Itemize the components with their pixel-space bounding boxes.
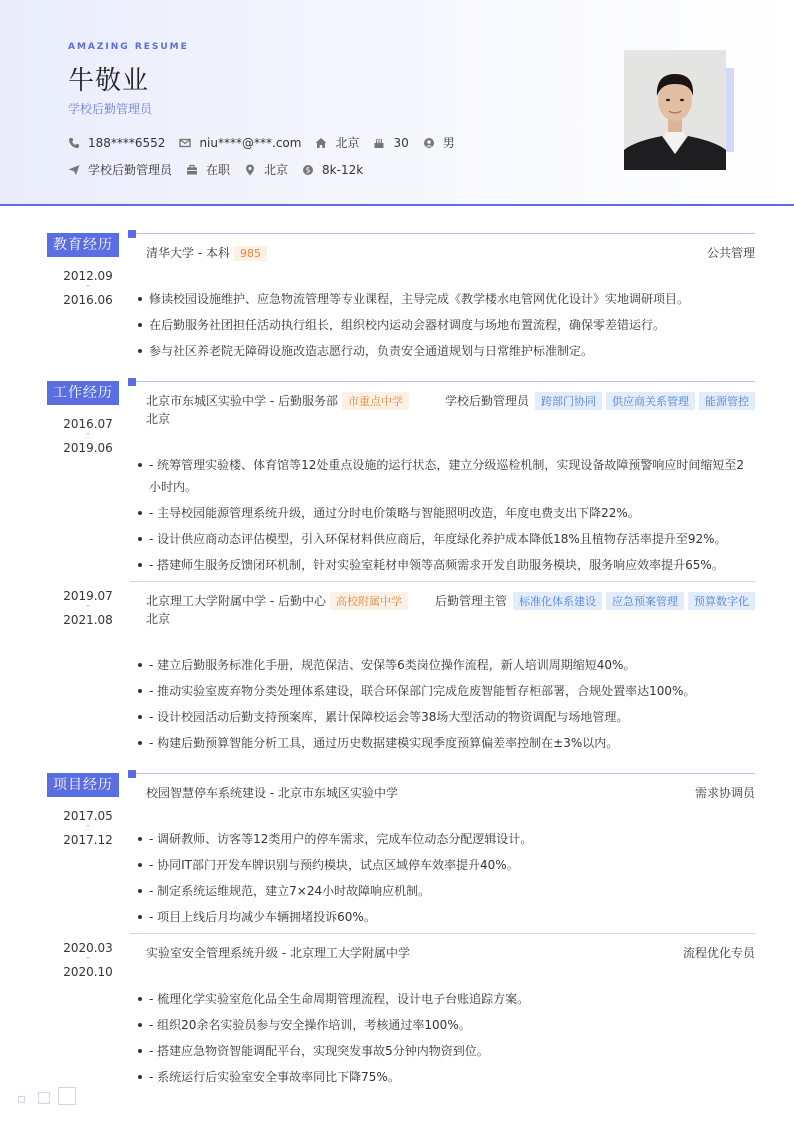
list-item: - 系统运行后实验室安全事故率同比下降75%。 [138,1066,755,1088]
project-date: 2020.03 - 2020.10 [63,941,113,979]
education-org [146,244,267,261]
date-end: 2021.08 [63,613,113,627]
job-role: 后勤管理主管 [434,594,507,608]
list-item: - 搭建师生服务反馈闭环机制，针对实验室耗材申领等高频需求开发自助服务模块，服务响应效率提升65%。 [138,554,755,576]
home-item [315,134,359,151]
list-item: - 构建后勤预算智能分析工具，通过历史数据建模实现季度预算偏差率控制在±3%以内。 [138,732,755,754]
list-item: 参与社区养老院无障碍设施改造志愿行动，负责安全通道规划与日常维护标准制定。 [138,340,755,362]
project-date: 2017.05 - 2017.12 [63,809,113,847]
section-divider [136,233,755,234]
project-role: 需求协调员 [694,786,755,800]
phone-item [68,136,165,150]
entry-divider [130,933,755,934]
email-item [179,136,301,150]
briefcase-icon [186,164,198,176]
school-tag: 985 [234,246,267,261]
section-divider [136,773,755,774]
list-item: - 组织20余名实验员参与安全操作培训，考核通过率100%。 [138,1014,755,1036]
company-tag: 高校附属中学 [330,592,408,610]
phone-icon [68,137,80,149]
project-bullets [138,988,755,1092]
list-item: - 统筹管理实验楼、体育馆等12处重点设施的运行状态，建立分级巡检机制，实现设备故障预警响应时间缩短至2小时内。 [138,454,755,498]
date-end: 2019.06 [63,441,113,455]
work-bullets [138,654,755,758]
work-date: 2019.07 - 2021.08 [63,589,113,627]
date-end: 2016.06 [63,293,113,307]
gender-item [423,134,455,151]
section-divider [136,381,755,382]
date-start: 2012.09 [63,269,113,283]
list-item: - 搭建应急物资智能调配平台，实现突发事故5分钟内物资到位。 [138,1040,755,1062]
section-marker [128,378,136,386]
contact-row [68,134,469,151]
send-icon [68,164,80,176]
project-name: 实验室安全管理系统升级 - 北京理工大学附属中学 [146,946,410,960]
skill-tag: 应急预案管理 [606,592,684,610]
job-role: 学校后勤管理员 [444,394,529,408]
salary-item [302,163,363,177]
list-item: - 设计校园活动后勤支持预案库，累计保障校运会等38场大型活动的物资调配与场地管理。 [138,706,755,728]
work-role-skills [435,592,755,610]
phone-text: 188****6552 [88,135,166,150]
age-text: 30 [393,135,409,150]
project-role: 流程优化专员 [682,946,755,960]
work-org [146,392,409,410]
date-start: 2017.05 [63,809,113,823]
list-item: 修读校园设施维护、应急物流管理等专业课程，主导完成《教学楼水电管网优化设计》实地调研项目。 [138,288,755,310]
date-start: 2019.07 [63,589,113,603]
date-end: 2017.12 [63,833,113,847]
home-icon [315,137,327,149]
date-start: 2016.07 [63,417,113,431]
company-tag: 市重点中学 [342,392,409,410]
section-marker [128,770,136,778]
list-item: - 协同IT部门开发车牌识别与预约模块，试点区域停车效率提升40%。 [138,854,755,876]
gender-icon [423,137,435,149]
list-item: 在后勤服务社团担任活动执行组长，组织校内运动会器材调度与场地布置流程，确保零差错运行。 [138,314,755,336]
status-text: 在职 [206,163,231,177]
cake-icon [373,137,385,149]
skill-tag: 标准化体系建设 [513,592,602,610]
job-intent-row [68,161,377,178]
list-item: - 制定系统运维规范，建立7×24小时故障响应机制。 [138,880,755,902]
intent-position-text: 学校后勤管理员 [88,163,173,177]
date-start: 2020.03 [63,941,113,955]
intent-city-text: 北京 [264,163,289,177]
list-item: - 设计供应商动态评估模型，引入环保材料供应商后，年度绿化养护成本降低18%且植物存活率提升至92%。 [138,528,755,550]
education-date: 2012.09 - 2016.06 [63,269,113,307]
gender-text: 男 [442,136,455,150]
age-item [373,136,408,150]
mail-icon [179,137,191,149]
home-text: 北京 [335,136,360,150]
list-item: - 调研教师、访客等12类用户的停车需求，完成车位动态分配逻辑设计。 [138,828,755,850]
skill-tag: 能源管控 [699,392,755,410]
profile-photo [624,50,726,170]
intent-city-item [244,161,288,178]
work-role-skills [445,392,755,410]
salary-text: 8k-12k [322,162,364,177]
list-item: - 主导校园能源管理系统升级，通过分时电价策略与智能照明改造，年度电费支出下降22%。 [138,502,755,524]
project-name: 校园智慧停车系统建设 - 北京市东城区实验中学 [146,786,398,800]
list-item: - 推动实验室废弃物分类处理体系建设，联合环保部门完成危废智能暂存柜部署，合规处置率达100%。 [138,680,755,702]
intent-position-item [68,161,172,178]
company-name: 北京市东城区实验中学 - 后勤服务部 [146,394,338,408]
location-pin-icon [244,164,256,176]
major: 公共管理 [706,246,755,260]
list-item: - 梳理化学实验室危化品全生命周期管理流程，设计电子台账追踪方案。 [138,988,755,1010]
work-org [146,592,408,610]
candidate-name: 牛敬业 [68,66,150,96]
list-item: - 项目上线后月均减少车辆拥堵投诉60%。 [138,906,755,928]
status-item [186,161,230,178]
school-name: 清华大学 - 本科 [146,246,230,260]
email-text: niu****@***.com [199,135,302,150]
entry-divider [130,581,755,582]
section-label-projects: 项目经历 [47,773,119,797]
education-bullets [138,288,755,366]
date-end: 2020.10 [63,965,113,979]
footer-decoration [38,1092,50,1104]
section-label-work: 工作经历 [47,381,119,405]
list-item: - 建立后勤服务标准化手册，规范保洁、安保等6类岗位操作流程，新人培训周期缩短40%。 [138,654,755,676]
company-name: 北京理工大学附属中学 - 后勤中心 [146,594,326,608]
skill-tag: 跨部门协同 [535,392,602,410]
work-location: 北京 [146,412,171,426]
skill-tag: 供应商关系管理 [606,392,695,410]
resume-tagline: AMAZING RESUME [68,42,189,52]
svg-text:$: $ [305,165,311,175]
work-date: 2016.07 - 2019.06 [63,417,113,455]
resume-header [0,0,794,206]
salary-icon [302,164,314,176]
section-marker [128,230,136,238]
work-location: 北京 [146,612,171,626]
work-bullets [138,454,755,580]
footer-decoration [58,1087,76,1105]
footer-decoration [18,1096,25,1103]
candidate-title: 学校后勤管理员 [68,102,153,116]
skill-tag: 预算数字化 [688,592,755,610]
section-label-education: 教育经历 [47,233,119,257]
project-bullets [138,828,755,932]
